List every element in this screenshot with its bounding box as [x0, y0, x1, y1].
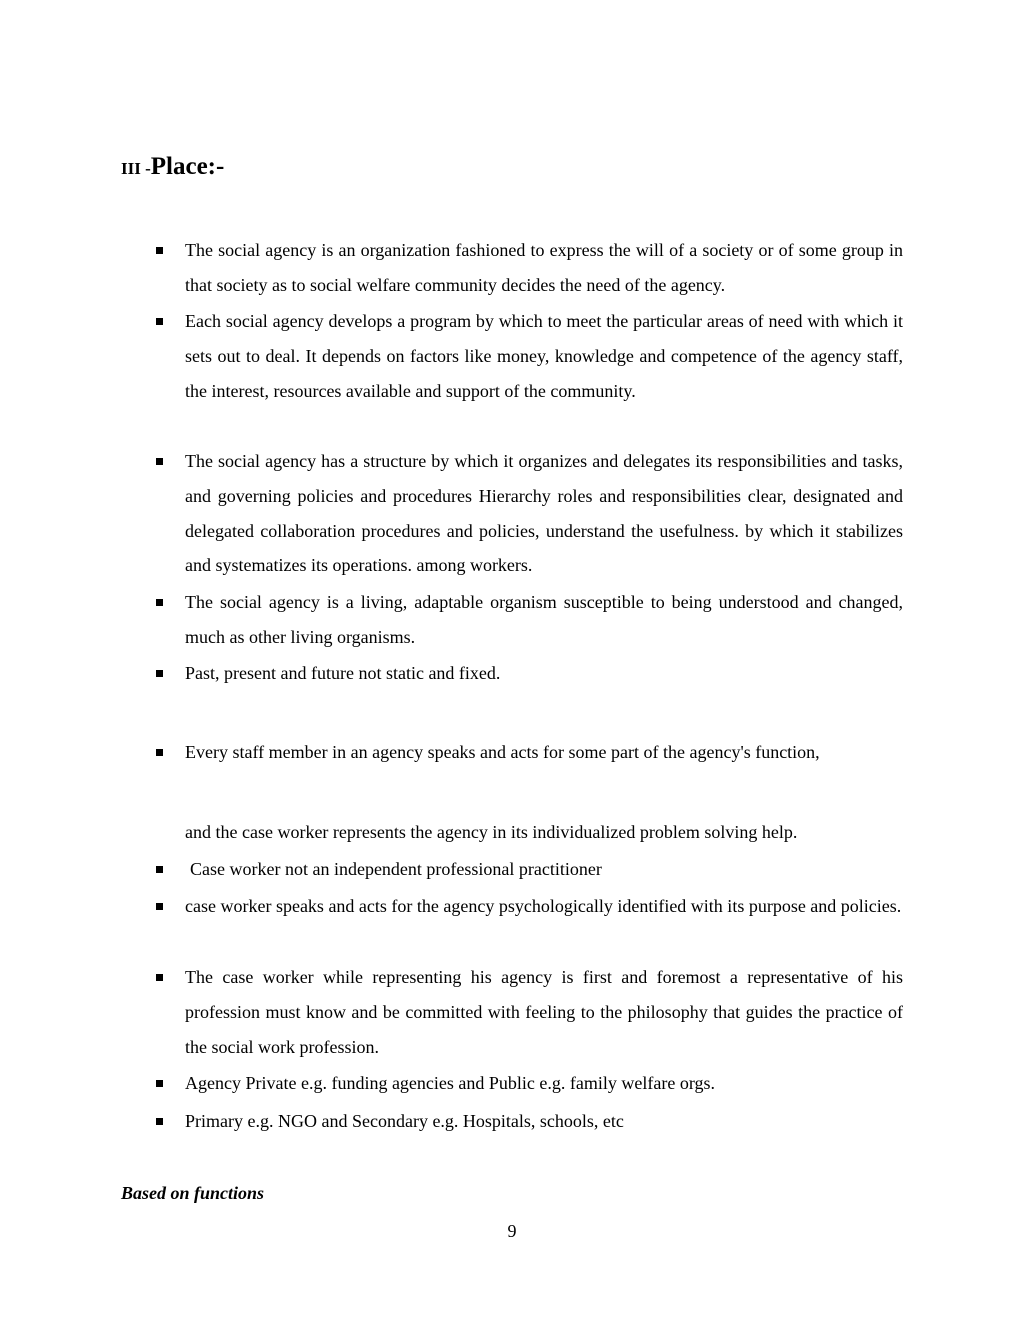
bullet-marker — [156, 866, 163, 873]
list-item: Every staff member in an agency speaks and acts for some part of the agency's function, — [185, 742, 820, 762]
bullet-marker — [156, 974, 163, 981]
list-item: The social agency has a structure by which it organizes and delegates its responsibilities and tasks, and governing policies and procedures Hierarchy roles and responsibilities clear, designated and delegated collaboration procedures and policies, understand the usefulness. by which it stabilizes and systematizes its operations. among workers. — [185, 451, 903, 576]
list-item: Case worker not an independent professional practitioner — [190, 859, 602, 879]
bullet-marker — [156, 749, 163, 756]
list-item: Agency Private e.g. funding agencies and Public e.g. family welfare orgs. — [185, 1073, 716, 1093]
list-item: case worker speaks and acts for the agency psychologically identified with its purpose and policies. — [185, 896, 902, 916]
section-heading — [121, 154, 224, 179]
list-item: Each social agency develops a program by which to meet the particular areas of need with which it sets out to deal. It depends on factors like money, knowledge and competence of the agency staff, the interest, resources available and support of the community. — [185, 311, 903, 401]
subheading: Based on functions — [121, 1183, 265, 1203]
bullet-marker — [156, 599, 163, 606]
section-number: III - — [121, 159, 151, 178]
section-title: Place:- — [150, 153, 225, 180]
list-item-continuation: and the case worker represents the agency in its individualized problem solving help. — [185, 822, 798, 842]
list-item: The case worker while representing his agency is first and foremost a representative of his profession must know and be committed with feeling to the philosophy that guides the practice of the social work profession. — [185, 967, 903, 1057]
bullet-marker — [156, 318, 163, 325]
bullet-marker — [156, 247, 163, 254]
page-number: 9 — [507, 1221, 517, 1241]
bullet-marker — [156, 1080, 163, 1087]
bullet-marker — [156, 903, 163, 910]
list-item: The social agency is an organization fashioned to express the will of a society or of some group in that society as to social welfare community decides the need of the agency. — [185, 240, 903, 295]
bullet-marker — [156, 1118, 163, 1125]
list-item: The social agency is a living, adaptable organism susceptible to being understood and changed, much as other living organisms. — [185, 592, 903, 647]
list-item: Primary e.g. NGO and Secondary e.g. Hospitals, schools, etc — [185, 1111, 624, 1131]
bullet-marker — [156, 670, 163, 677]
bullet-marker — [156, 458, 163, 465]
list-item: Past, present and future not static and fixed. — [185, 663, 501, 683]
